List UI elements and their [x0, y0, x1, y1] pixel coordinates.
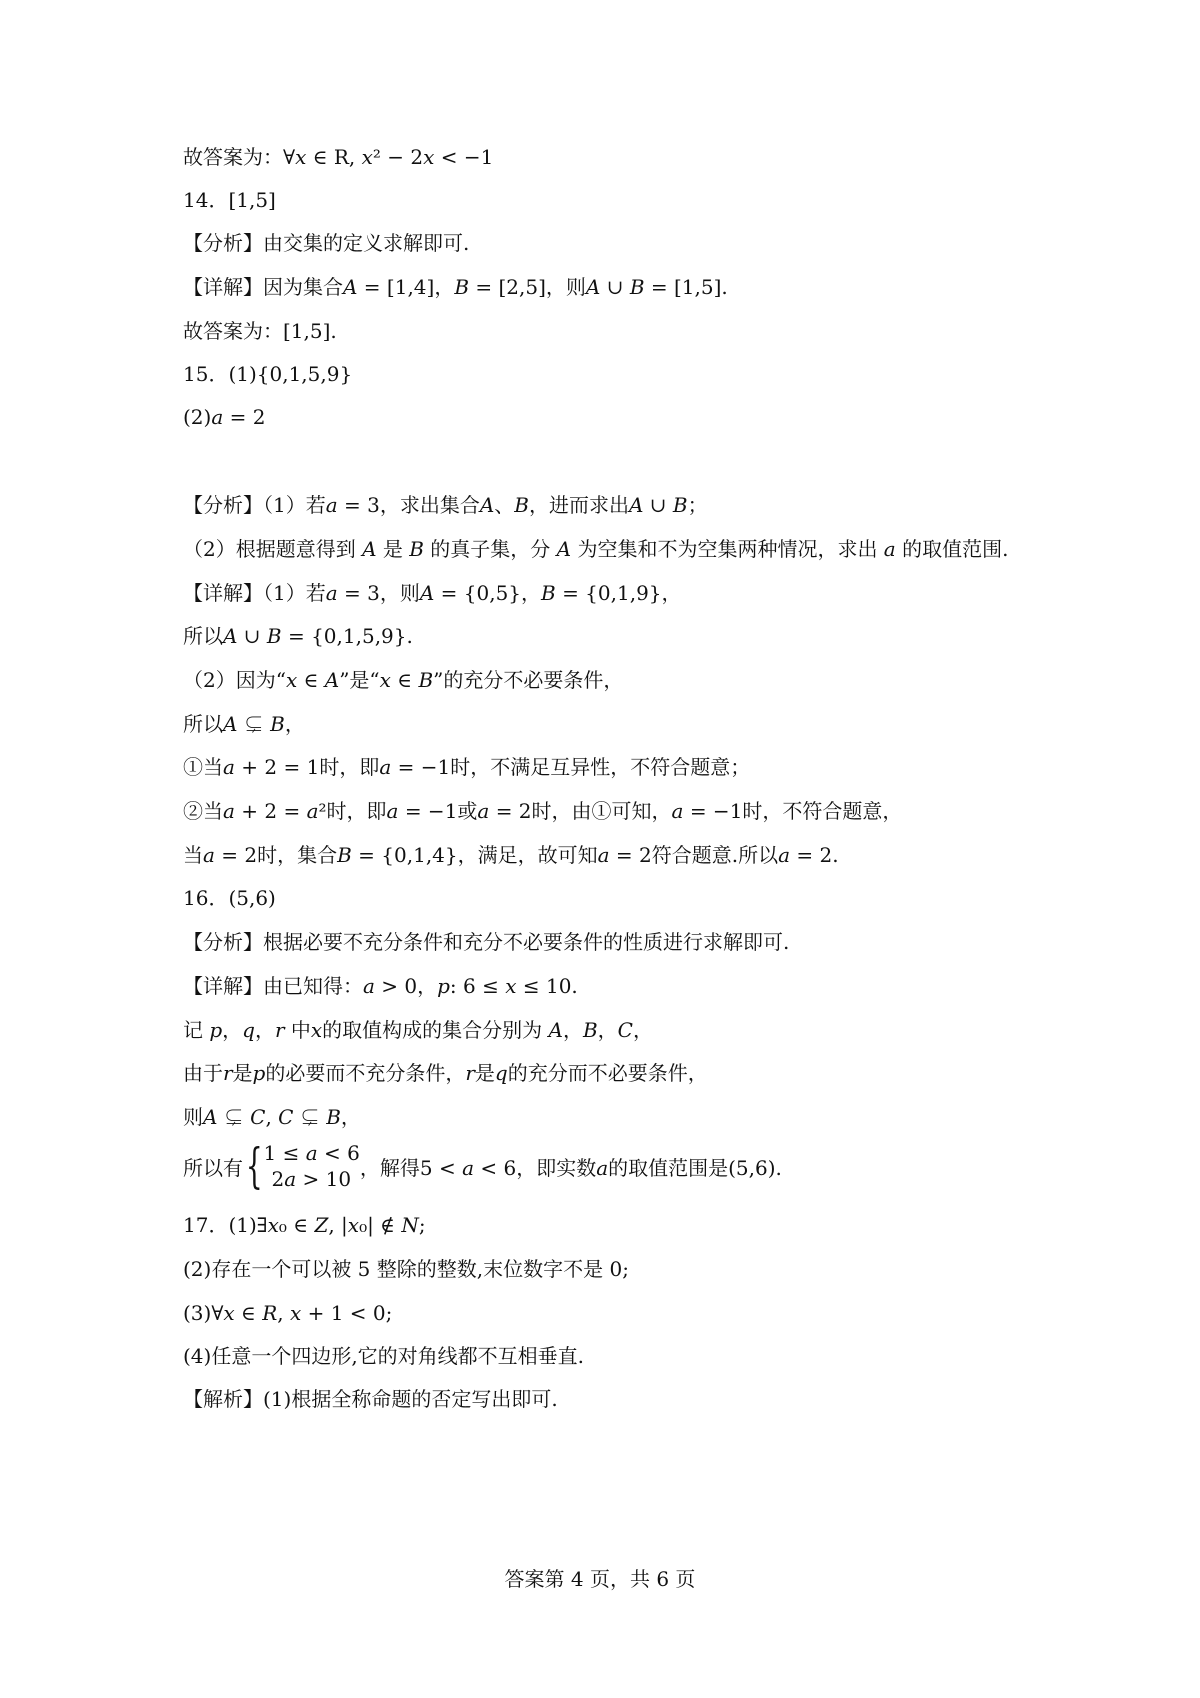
- system-row-2: 2𝑎 > 10: [271, 1167, 352, 1191]
- inequality-system: [183, 1138, 782, 1194]
- text-line: 【详解】因为集合𝐴 = [1,4]，𝐵 = [2,5]，则𝐴 ∪ 𝐵 = [1,5].: [183, 275, 728, 299]
- text-line: 15．(1){0,1,5,9}: [183, 362, 353, 386]
- text-line: 所以𝐴 ∪ 𝐵 = {0,1,5,9}.: [183, 624, 413, 648]
- text-line: 16．(5,6): [183, 886, 276, 910]
- text-line: (4)任意一个四边形,它的对角线都不互相垂直.: [183, 1344, 585, 1368]
- text-line: 当𝑎 = 2时，集合𝐵 = {0,1,4}，满足，故可知𝑎 = 2符合题意.所以𝑎 = 2.: [183, 843, 839, 867]
- system-rows: [264, 1140, 360, 1192]
- text-line: 17．(1)∃𝑥₀ ∈ 𝑍, |𝑥₀| ∉ 𝑁;: [183, 1213, 426, 1237]
- system-row-1: 1 ≤ 𝑎 < 6: [263, 1141, 360, 1165]
- text-line: (2)存在一个可以被 5 整除的整数,末位数字不是 0;: [183, 1257, 629, 1281]
- text-line: 则𝐴 ⊊ 𝐶, 𝐶 ⊊ 𝐵，: [183, 1105, 361, 1129]
- left-brace-icon: {: [245, 1138, 263, 1194]
- text-line: 【分析】（1）若𝑎 = 3，求出集合𝐴、𝐵，进而求出𝐴 ∪ 𝐵；: [183, 493, 708, 517]
- system-prefix: 所以有: [183, 1155, 243, 1180]
- text-line: ②当𝑎 + 2 = 𝑎²时，即𝑎 = −1或𝑎 = 2时，由①可知，𝑎 = −1时，不符合题意，: [183, 799, 903, 823]
- text-line: （2）因为“𝑥 ∈ 𝐴”是“𝑥 ∈ 𝐵”的充分不必要条件，: [183, 668, 624, 692]
- text-line: ①当𝑎 + 2 = 1时，即𝑎 = −1时，不满足互异性，不符合题意；: [183, 755, 751, 779]
- text-line: （2）根据题意得到 𝐴 是 𝐵 的真子集，分 𝐴 为空集和不为空集两种情况，求出 𝑎 的取值范围.: [183, 537, 1009, 561]
- text-line: 故答案为：[1,5].: [183, 319, 337, 343]
- page-footer: 答案第 4 页，共 6 页: [504, 1567, 696, 1591]
- text-line: 【详解】（1）若𝑎 = 3，则𝐴 = {0,5}，𝐵 = {0,1,9}，: [183, 581, 682, 605]
- text-line: 【分析】根据必要不充分条件和充分不必要条件的性质进行求解即可.: [183, 930, 790, 954]
- text-line: (3)∀𝑥 ∈ 𝑅, 𝑥 + 1 < 0;: [183, 1301, 393, 1325]
- text-line: 由于𝑟是𝑝的必要而不充分条件，𝑟是𝑞的充分而不必要条件，: [183, 1061, 708, 1085]
- text-line: 14．[1,5]: [183, 188, 276, 212]
- text-line: 故答案为：∀𝑥 ∈ R, 𝑥² − 2𝑥 < −1: [183, 145, 494, 169]
- text-line: 【解析】(1)根据全称命题的否定写出即可.: [183, 1387, 558, 1411]
- text-line: 所以𝐴 ⊊ 𝐵，: [183, 712, 305, 736]
- text-line: (2)𝑎 = 2: [183, 405, 266, 429]
- text-line: 【详解】由已知得：𝑎 > 0，𝑝: 6 ≤ 𝑥 ≤ 10.: [183, 974, 578, 998]
- system-suffix: ，解得5 < 𝑎 < 6，即实数𝑎的取值范围是(5,6).: [359, 1155, 782, 1180]
- text-line: 【分析】由交集的定义求解即可.: [183, 231, 470, 255]
- text-line: 记 𝑝，𝑞，𝑟 中𝑥的取值构成的集合分别为 𝐴，𝐵，𝐶，: [183, 1018, 653, 1042]
